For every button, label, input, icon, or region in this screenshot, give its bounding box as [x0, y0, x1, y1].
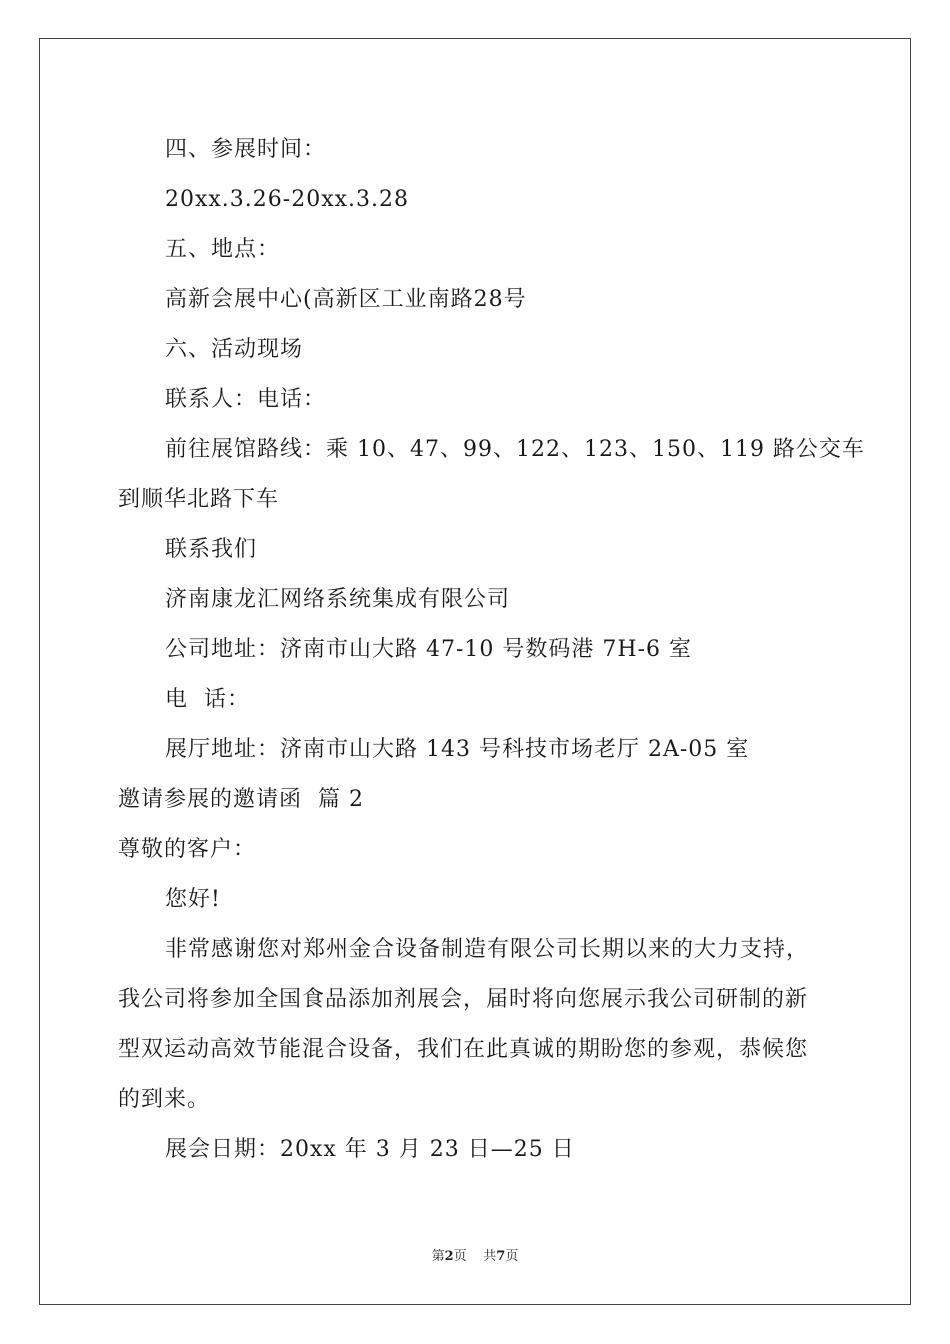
- route-line-1: 前往展馆路线：乘 10、47、99、122、123、150、119 路公交车: [165, 437, 865, 462]
- contact-us-heading: 联系我们: [165, 537, 258, 562]
- footer-page-prefix: 第: [431, 1249, 445, 1264]
- exhibition-date-line: 展会日期：20xx 年 3 月 23 日—25 日: [165, 1137, 575, 1162]
- body-paragraph-line-3: 型双运动高效节能混合设备，我们在此真诚的期盼您的参观，恭候您: [118, 1037, 809, 1062]
- footer-total-prefix: 共: [483, 1249, 497, 1264]
- invitation-title: 邀请参展的邀请函 篇 2: [118, 787, 364, 812]
- section-heading-onsite: 六、活动现场: [165, 337, 304, 362]
- body-paragraph-line-2: 我公司将参加全国食品添加剂展会，届时将向您展示我公司研制的新: [118, 987, 809, 1012]
- contact-person-line: 联系人：电话：: [165, 387, 327, 412]
- location-text: 高新会展中心(高新区工业南路28号: [165, 287, 527, 312]
- showroom-address: 展厅地址：济南市山大路 143 号科技市场老厅 2A-05 室: [165, 737, 750, 762]
- footer-page-number: 2: [444, 1249, 454, 1264]
- exhibition-dates: 20xx.3.26-20xx.3.28: [165, 187, 410, 212]
- body-paragraph-line-4: 的到来。: [118, 1087, 211, 1112]
- company-name: 济南康龙汇网络系统集成有限公司: [165, 587, 511, 612]
- company-address: 公司地址：济南市山大路 47-10 号数码港 7H-6 室: [165, 637, 693, 662]
- salutation: 尊敬的客户：: [118, 837, 257, 862]
- body-paragraph-line-1: 非常感谢您对郑州金合设备制造有限公司长期以来的大力支持，: [165, 937, 810, 962]
- page-footer: [0, 1248, 950, 1266]
- section-heading-location: 五、地点：: [165, 237, 281, 262]
- footer-page-suffix: 页: [453, 1249, 467, 1264]
- footer-total-pages: 7: [496, 1249, 506, 1264]
- footer-total-suffix: 页: [505, 1249, 519, 1264]
- greeting: 您好!: [165, 887, 221, 912]
- route-line-2: 到顺华北路下车: [118, 487, 280, 512]
- phone-line: 电 话：: [165, 687, 250, 712]
- section-heading-time: 四、参展时间：: [165, 137, 327, 162]
